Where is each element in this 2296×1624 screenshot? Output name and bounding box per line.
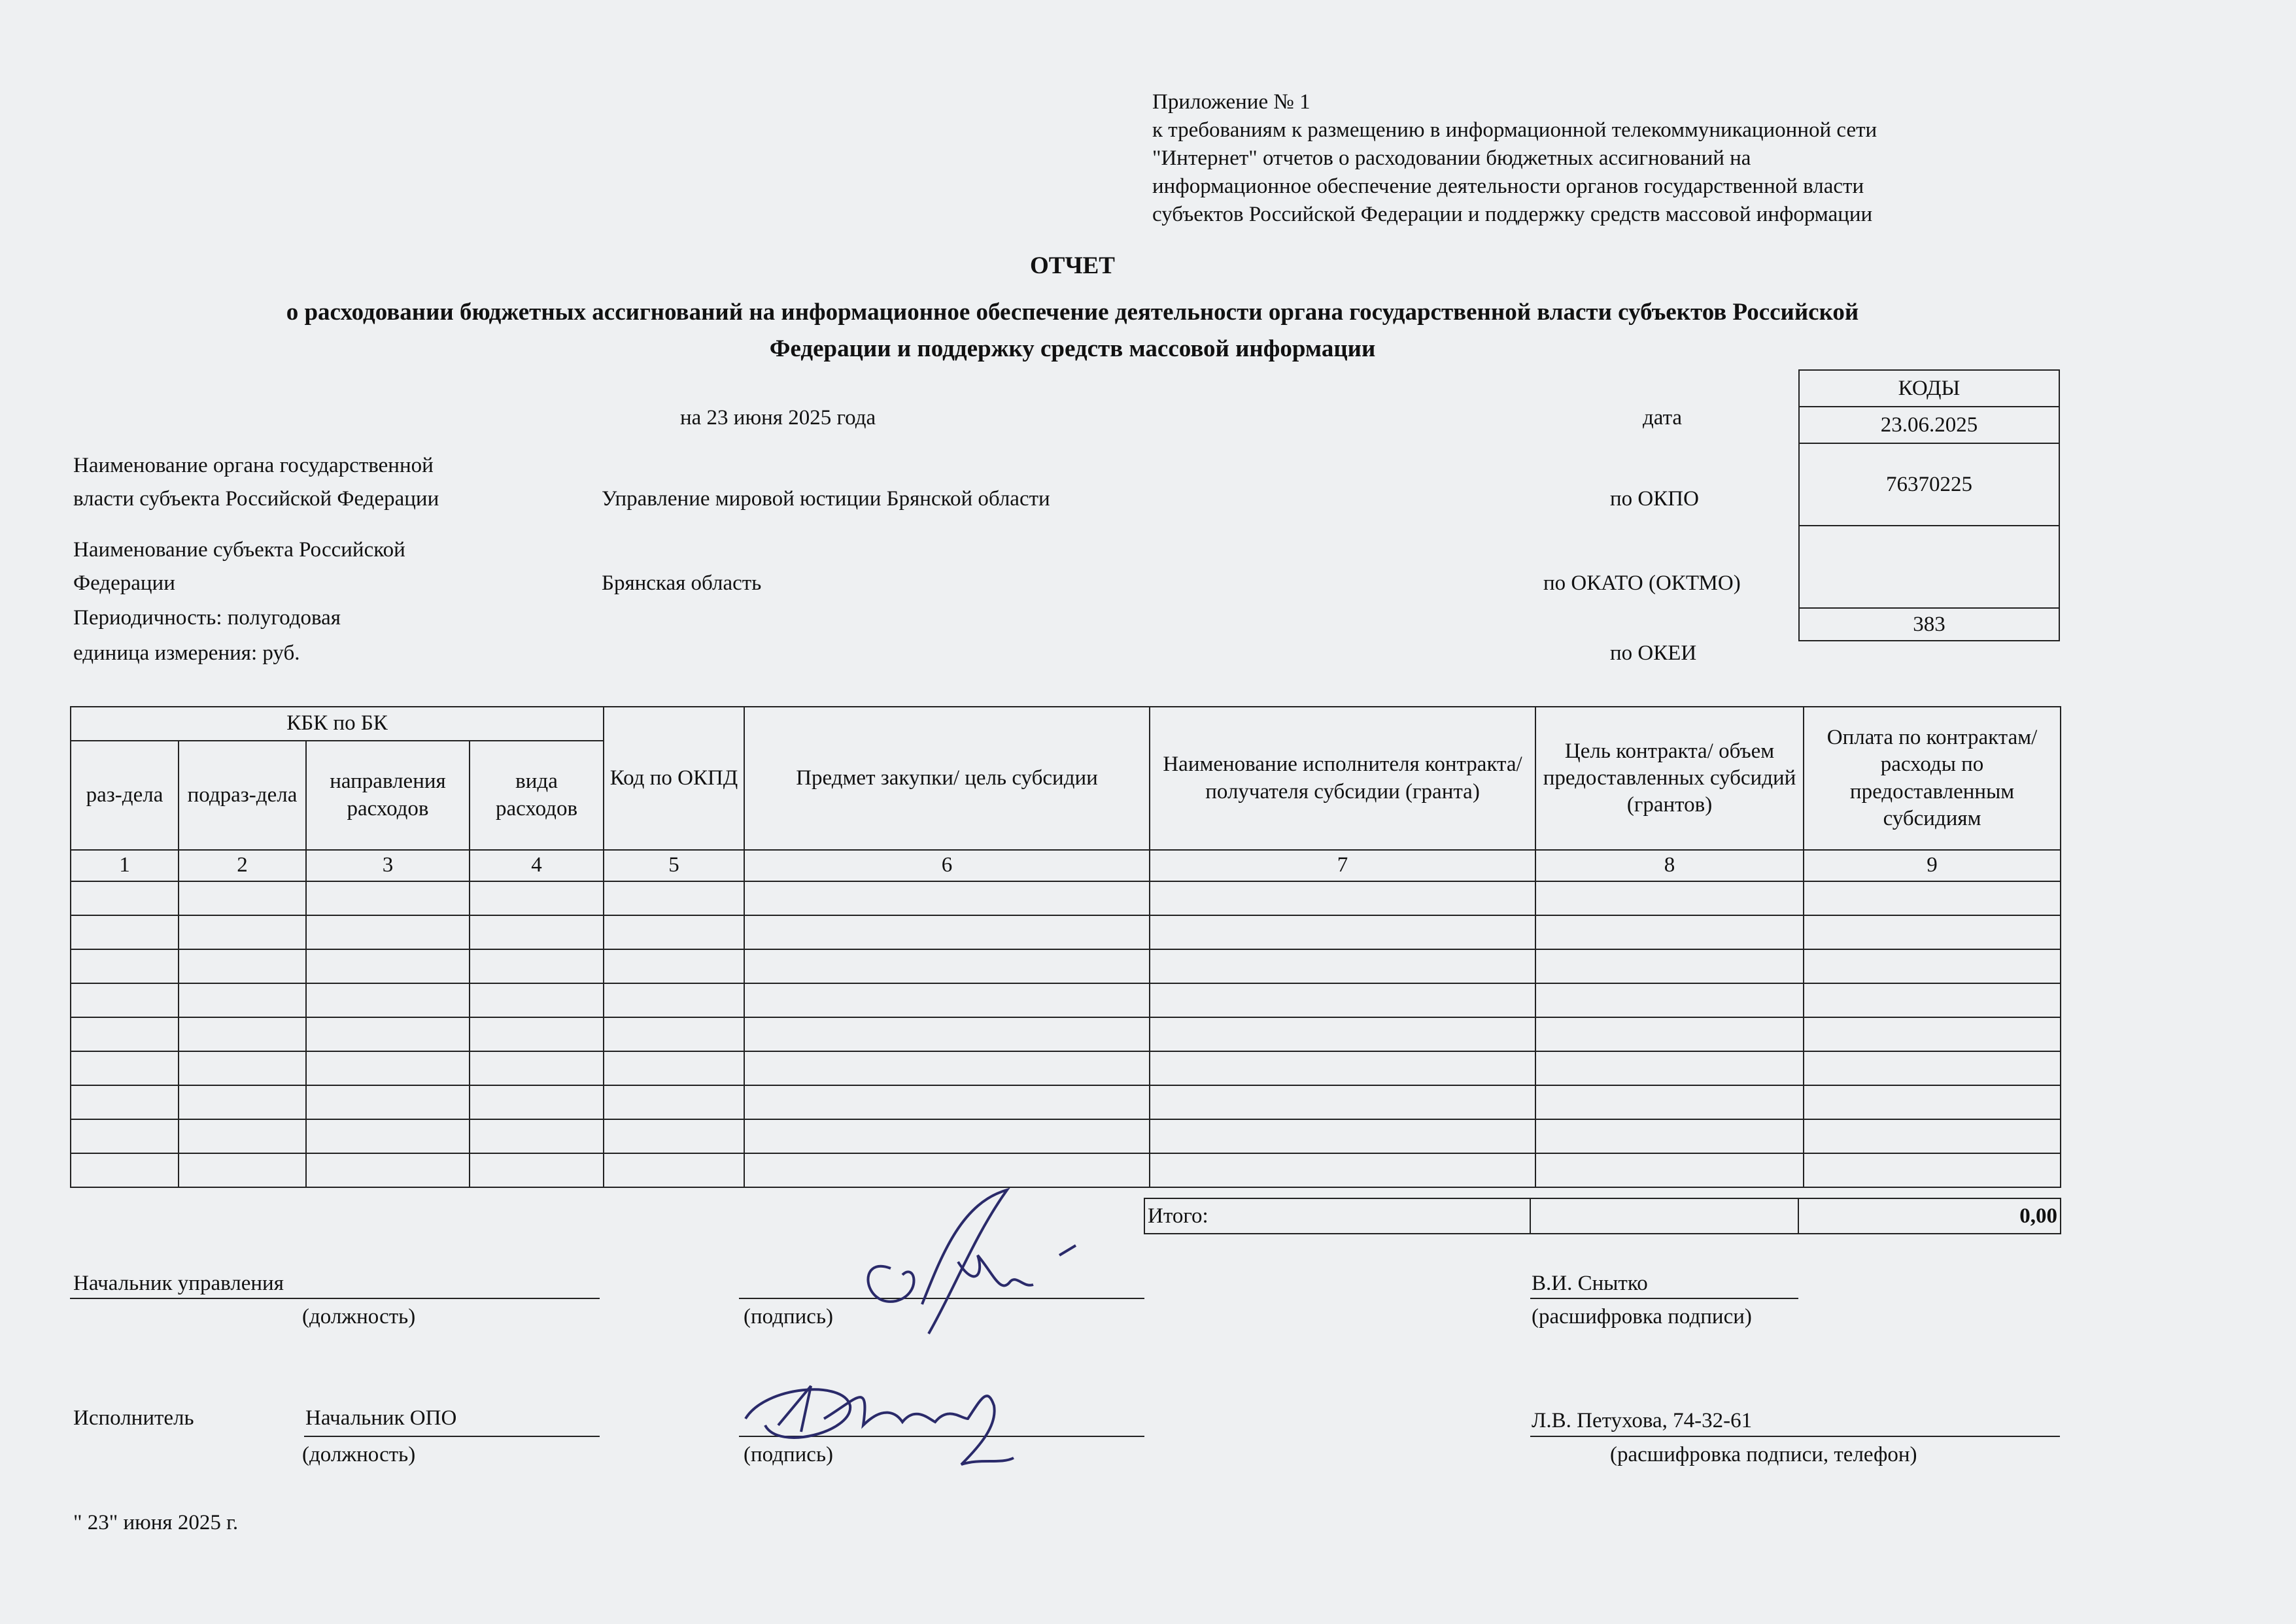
table-cell bbox=[470, 881, 604, 915]
periodicity: Периодичность: полугодовая bbox=[73, 606, 341, 630]
appendix-line: "Интернет" отчетов о расходовании бюджетных ассигнований на bbox=[1152, 146, 1751, 170]
table-cell bbox=[604, 1051, 744, 1085]
report-subtitle-1: о расходовании бюджетных ассигнований на информационное обеспечение деятельности органа государственной власти субъектов Российской bbox=[286, 299, 1859, 326]
report-subtitle-2: Федерации и поддержку средств массовой информации bbox=[769, 335, 1376, 362]
subject-label: Наименование субъекта Российской bbox=[73, 538, 405, 562]
okato-label: по ОКАТО (ОКТМО) bbox=[1543, 571, 1741, 595]
name-caption: (расшифровка подписи, телефон) bbox=[1610, 1443, 1917, 1466]
table-cell bbox=[744, 881, 1150, 915]
col-podrazdel: подраз-дела bbox=[179, 741, 306, 850]
table-cell bbox=[470, 915, 604, 949]
appendix-line: субъектов Российской Федерации и поддержку средств массовой информации bbox=[1152, 203, 1873, 226]
table-cell bbox=[470, 1017, 604, 1051]
codes-title: КОДЫ bbox=[1799, 370, 2059, 407]
table-cell bbox=[71, 949, 179, 983]
table-row bbox=[71, 1085, 2061, 1119]
appendix-block bbox=[1152, 88, 1877, 229]
expenses-table bbox=[70, 706, 2061, 1188]
report-title: ОТЧЕТ bbox=[1030, 252, 1115, 279]
table-cell bbox=[1804, 881, 2061, 915]
table-cell bbox=[604, 881, 744, 915]
signature-caption: (подпись) bbox=[744, 1443, 833, 1466]
date-code: 23.06.2025 bbox=[1799, 407, 2059, 443]
table-cell bbox=[306, 1051, 470, 1085]
table-cell bbox=[1535, 915, 1804, 949]
table-cell bbox=[470, 983, 604, 1017]
org-label: власти субъекта Российской Федерации bbox=[73, 487, 439, 511]
col-number: 4 bbox=[470, 850, 604, 881]
table-cell bbox=[1150, 949, 1535, 983]
report-date: на 23 июня 2025 года bbox=[680, 406, 876, 430]
col-napravleniya: направления расходов bbox=[306, 741, 470, 850]
col-number: 7 bbox=[1150, 850, 1535, 881]
date-label: дата bbox=[1643, 406, 1683, 430]
table-cell bbox=[71, 915, 179, 949]
table-row bbox=[71, 1051, 2061, 1085]
unit: единица измерения: руб. bbox=[73, 641, 300, 665]
table-cell bbox=[1535, 1119, 1804, 1153]
table-cell bbox=[306, 1017, 470, 1051]
table-cell bbox=[1150, 1017, 1535, 1051]
okato-code bbox=[1799, 526, 2059, 608]
table-cell bbox=[744, 1051, 1150, 1085]
table-cell bbox=[71, 1153, 179, 1187]
table-cell bbox=[306, 915, 470, 949]
head-name: В.И. Снытко bbox=[1532, 1272, 1648, 1295]
table-cell bbox=[71, 1085, 179, 1119]
table-cell bbox=[1535, 881, 1804, 915]
empty-rows bbox=[71, 881, 2061, 1187]
table-cell bbox=[604, 915, 744, 949]
table-cell bbox=[604, 1017, 744, 1051]
table-cell bbox=[1150, 983, 1535, 1017]
table-cell bbox=[470, 1153, 604, 1187]
subject-label: Федерации bbox=[73, 571, 175, 595]
table-cell bbox=[1535, 1153, 1804, 1187]
table-row bbox=[71, 1119, 2061, 1153]
okei-label: по ОКЕИ bbox=[1610, 641, 1697, 665]
table-cell bbox=[1535, 1017, 1804, 1051]
codes-table bbox=[1798, 369, 2060, 641]
table-cell bbox=[306, 1085, 470, 1119]
table-cell bbox=[306, 1119, 470, 1153]
col-number: 5 bbox=[604, 850, 744, 881]
table-row bbox=[71, 915, 2061, 949]
col-number: 3 bbox=[306, 850, 470, 881]
table-cell bbox=[604, 983, 744, 1017]
table-cell bbox=[179, 1051, 306, 1085]
table-cell bbox=[1150, 1119, 1535, 1153]
table-row bbox=[71, 983, 2061, 1017]
table-cell bbox=[470, 1085, 604, 1119]
col-ispolnitel: Наименование исполнителя контракта/ получателя субсидии (гранта) bbox=[1150, 707, 1535, 850]
position-caption: (должность) bbox=[302, 1305, 416, 1328]
table-cell bbox=[1804, 1085, 2061, 1119]
table-row bbox=[71, 1017, 2061, 1051]
table-cell bbox=[470, 1119, 604, 1153]
table-cell bbox=[1804, 1153, 2061, 1187]
table-cell bbox=[179, 1085, 306, 1119]
org-label: Наименование органа государственной bbox=[73, 454, 434, 477]
table-row bbox=[71, 949, 2061, 983]
total-label: Итого: bbox=[1144, 1198, 1530, 1234]
table-cell bbox=[71, 1017, 179, 1051]
table-cell bbox=[1150, 915, 1535, 949]
okpo-label: по ОКПО bbox=[1610, 487, 1699, 511]
table-cell bbox=[1535, 983, 1804, 1017]
total-value: 0,00 bbox=[1798, 1198, 2061, 1234]
subject-value: Брянская область bbox=[602, 571, 762, 595]
table-cell bbox=[1804, 915, 2061, 949]
col-predmet: Предмет закупки/ цель субсидии bbox=[744, 707, 1150, 850]
table-cell bbox=[744, 1119, 1150, 1153]
table-cell bbox=[470, 1051, 604, 1085]
table-cell bbox=[604, 949, 744, 983]
table-cell bbox=[1150, 1085, 1535, 1119]
okei-code: 383 bbox=[1799, 608, 2059, 641]
table-cell bbox=[71, 1051, 179, 1085]
table-cell bbox=[179, 983, 306, 1017]
table-cell bbox=[71, 983, 179, 1017]
table-cell bbox=[306, 881, 470, 915]
table-cell bbox=[744, 1017, 1150, 1051]
table-cell bbox=[179, 1017, 306, 1051]
table-cell bbox=[1150, 1051, 1535, 1085]
table-row bbox=[71, 881, 2061, 915]
name-line bbox=[1530, 1436, 2060, 1437]
table-cell bbox=[1804, 1051, 2061, 1085]
table-cell bbox=[744, 1085, 1150, 1119]
table-cell bbox=[604, 1119, 744, 1153]
table-cell bbox=[470, 949, 604, 983]
position-line bbox=[304, 1436, 600, 1437]
table-cell bbox=[71, 881, 179, 915]
position-line bbox=[70, 1298, 600, 1299]
table-cell bbox=[1804, 949, 2061, 983]
appendix-line: информационное обеспечение деятельности органов государственной власти bbox=[1152, 175, 1864, 198]
col-number: 1 bbox=[71, 850, 179, 881]
table-cell bbox=[179, 949, 306, 983]
org-value: Управление мировой юстиции Брянской области bbox=[602, 487, 1050, 511]
executor-position: Начальник ОПО bbox=[305, 1406, 457, 1430]
executor-name: Л.В. Петухова, 74-32-61 bbox=[1532, 1409, 1753, 1432]
col-vida: вида расходов bbox=[470, 741, 604, 850]
table-cell bbox=[179, 1153, 306, 1187]
table-cell bbox=[744, 983, 1150, 1017]
table-cell bbox=[179, 1119, 306, 1153]
col-number: 8 bbox=[1535, 850, 1804, 881]
appendix-line: к требованиям к размещению в информационной телекоммуникационной сети bbox=[1152, 118, 1877, 142]
total-table bbox=[1144, 1198, 2061, 1234]
executor-signature-icon bbox=[739, 1360, 1027, 1491]
table-cell bbox=[306, 949, 470, 983]
table-cell bbox=[1535, 1085, 1804, 1119]
name-caption: (расшифровка подписи) bbox=[1532, 1305, 1752, 1328]
signature-caption: (подпись) bbox=[744, 1305, 833, 1328]
table-cell bbox=[306, 983, 470, 1017]
col-oplata: Оплата по контрактам/расходы по предоставленным субсидиям bbox=[1804, 707, 2061, 850]
col-number: 9 bbox=[1804, 850, 2061, 881]
table-cell bbox=[179, 915, 306, 949]
table-cell bbox=[1804, 1119, 2061, 1153]
table-cell bbox=[1535, 1051, 1804, 1085]
total-empty-cell bbox=[1530, 1198, 1798, 1234]
col-razdel: раз-дела bbox=[71, 741, 179, 850]
appendix-line: Приложение № 1 bbox=[1152, 90, 1311, 114]
executor-label: Исполнитель bbox=[73, 1406, 194, 1430]
name-line bbox=[1530, 1298, 1798, 1299]
table-cell bbox=[1804, 983, 2061, 1017]
table-cell bbox=[744, 949, 1150, 983]
table-cell bbox=[71, 1119, 179, 1153]
table-cell bbox=[1535, 949, 1804, 983]
col-cena: Цель контракта/ объем предоставленных субсидий (грантов) bbox=[1535, 707, 1804, 850]
table-cell bbox=[1150, 1153, 1535, 1187]
table-cell bbox=[179, 881, 306, 915]
okpo-code: 76370225 bbox=[1799, 443, 2059, 526]
kbk-header: КБК по БК bbox=[71, 707, 604, 741]
table-cell bbox=[306, 1153, 470, 1187]
table-cell bbox=[1150, 881, 1535, 915]
position-caption: (должность) bbox=[302, 1443, 416, 1466]
head-position: Начальник управления bbox=[73, 1272, 284, 1295]
col-number: 6 bbox=[744, 850, 1150, 881]
table-cell bbox=[1804, 1017, 2061, 1051]
table-cell bbox=[744, 915, 1150, 949]
date-line: " 23" июня 2025 г. bbox=[73, 1511, 239, 1534]
head-signature-icon bbox=[844, 1177, 1092, 1347]
col-number: 2 bbox=[179, 850, 306, 881]
table-cell bbox=[604, 1153, 744, 1187]
table-cell bbox=[604, 1085, 744, 1119]
col-okpd: Код по ОКПД bbox=[604, 707, 744, 850]
